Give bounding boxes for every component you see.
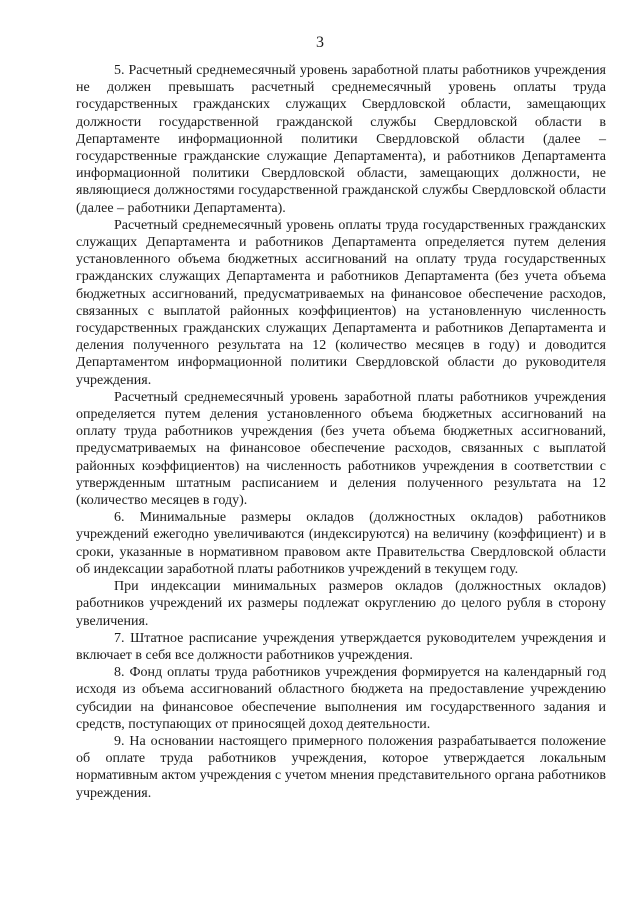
- paragraph-clause-9: 9. На основании настоящего примерного положения разрабатывается положение об оплате труда работников учреждения, которое утверждается локальным нормативным актом учреждения с учетом мнения представительного органа работников учреждения.: [76, 733, 606, 801]
- page-number: 3: [316, 34, 324, 51]
- paragraph-clause-6: 6. Минимальные размеры окладов (должностных окладов) работников учреждений ежегодно увеличиваются (индексируются) на величину (коэффициент) и в сроки, указанные в нормативном правовом акте Правительства Свердловской области об индексации заработной платы работников учреждений в текущем году.: [76, 510, 606, 577]
- document-body: [76, 62, 606, 802]
- paragraph-clause-8: 8. Фонд оплаты труда работников учреждения формируется на календарный год исходя из объема ассигнований областного бюджета на предоставление учреждению субсидии на финансовое обеспечение выполнения им государственного задания и средств, поступающих от приносящей доход деятельности.: [76, 665, 606, 732]
- paragraph-clause-5-civil-servants-calculation: Расчетный среднемесячный уровень оплаты труда государственных гражданских служащих Департамента и работников Департамента определяется путем деления установленного объема бюджетных ассигнований на оплату труда государственных гражданских служащих Департамента и работников Департамента (без учета объема бюджетных ассигнований, предусматриваемых на финансовое обеспечение расходов, связанных с выплатой районных коэффициентов) на установленную численность государственных гражданских служащих Департамента и работников Департамента и деления полученного результата на 12 (количество месяцев в году) и доводится Департаментом информационной политики Свердловской области до руководителя учреждения.: [76, 217, 606, 388]
- paragraph-clause-5-institution-calculation: Расчетный среднемесячный уровень заработной платы работников учреждения определяется путем деления установленного объема бюджетных ассигнований на оплату труда работников учреждения (без учета объема бюджетных ассигнований, предусматриваемых на финансовое обеспечение расходов, связанных с выплатой районных коэффициентов) на численность работников учреждения в соответствии с утвержденным штатным расписанием и деления полученного результата на 12 (количество месяцев в году).: [76, 389, 606, 509]
- paragraph-clause-6-rounding: При индексации минимальных размеров окладов (должностных окладов) работников учреждений их размеры подлежат округлению до целого рубля в сторону увеличения.: [76, 579, 606, 629]
- paragraph-clause-7: 7. Штатное расписание учреждения утверждается руководителем учреждения и включает в себя все должности работников учреждения.: [76, 630, 606, 663]
- paragraph-clause-5: 5. Расчетный среднемесячный уровень заработной платы работников учреждения не должен превышать расчетный среднемесячный уровень оплаты труда государственных гражданских служащих Свердловской области, замещающих должности государственной гражданской службы Свердловской области в Департаменте информационной политики Свердловской области (далее – государственные гражданские служащие Департамента), и работников Департамента информационной политики Свердловской области, замещающих должности, не являющиеся должностями государственной гражданской службы Свердловской области (далее – работники Департамента).: [76, 63, 606, 216]
